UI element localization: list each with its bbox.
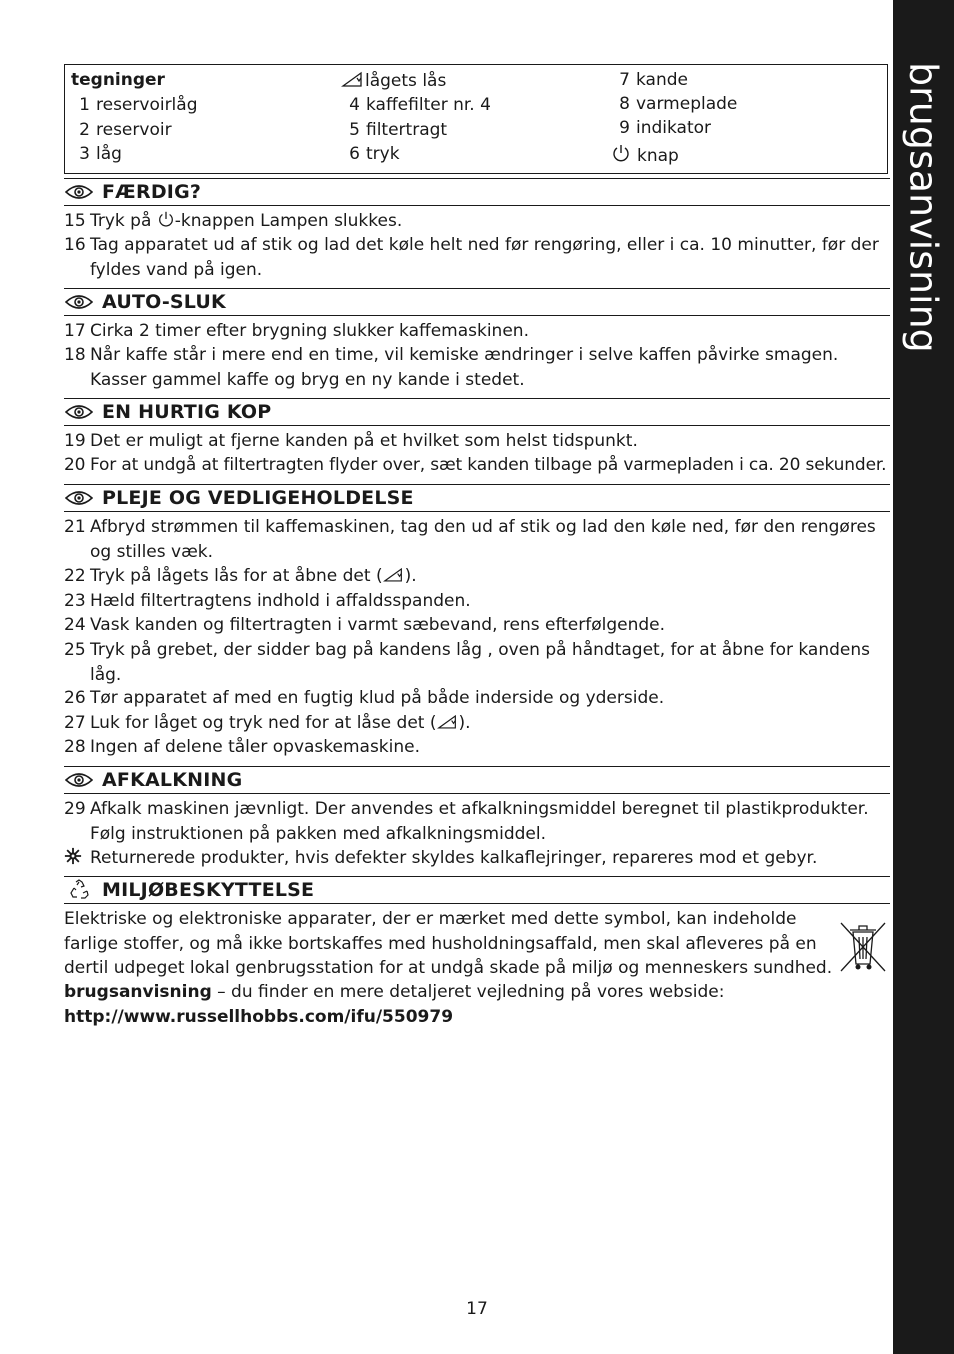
- section-title: MILJØBESKYTTELSE: [102, 879, 315, 901]
- eye-icon: [65, 184, 93, 200]
- star-icon: [64, 847, 82, 865]
- section-title: AUTO-SLUK: [102, 291, 226, 313]
- environment-paragraph: Elektriske og elektroniske apparater, der er mærket med dette symbol, kan indeholde farlige stoffer, og må ikke bortskaffes med husholdningsaffald, men skal afleveres på en dertil udpeget lokal genbrugsstation for at undgå skade på miljø og menneskers sundhed.: [64, 909, 833, 978]
- list-item: 20 For at undgå at filtertragten flyder over, sæt kanden tilbage på varmepladen i ca. 20 sekunder.: [64, 455, 887, 475]
- list-item: 17 Cirka 2 timer efter brygning slukker kaffemaskinen.: [64, 321, 529, 341]
- sidebar-label: brugsanvisning: [901, 62, 946, 353]
- lid-lock-icon: [437, 713, 459, 730]
- list-item: 24 Vask kanden og filtertragten i varmt sæbevand, rens efterfølgende.: [64, 615, 666, 635]
- list-item: 28 Ingen af delene tåler opvaskemaskine.: [64, 737, 421, 757]
- legend-item: lågets lås: [341, 70, 446, 91]
- legend-item: 7 kande: [619, 70, 688, 90]
- sidebar-label-wrap: [893, 62, 954, 362]
- eye-icon: [65, 404, 93, 420]
- list-item: 19 Det er muligt at fjerne kanden på et hvilket som helst tidspunkt.: [64, 431, 638, 451]
- list-item: 18 Når kaffe står i mere end en time, vil kemiske ændringer i selve kaffen påvirke smagen. Kasser gammel kaffe og bryg en ny kande i stedet.: [64, 345, 839, 390]
- section-header-hurtig: [64, 398, 890, 426]
- page-number: 17: [466, 1299, 488, 1319]
- eye-icon: [65, 294, 93, 310]
- legend-item: 8 varmeplade: [619, 94, 738, 114]
- section-header-miljo: [64, 876, 890, 904]
- list-item: 26 Tør apparatet af med en fugtig klud på både inderside og yderside.: [64, 688, 665, 708]
- legend-item: 3 låg: [79, 144, 122, 164]
- section-title: AFKALKNING: [102, 769, 243, 791]
- list-item: 27 Luk for låget og tryk ned for at låse det ( ).: [64, 713, 471, 733]
- section-header-pleje: [64, 484, 890, 512]
- lid-lock-icon: [341, 70, 365, 88]
- section-header-faerdig: [64, 178, 890, 206]
- list-item: 15 Tryk på -knappen Lampen slukkes.: [64, 211, 403, 231]
- manual-url-link[interactable]: http://www.russellhobbs.com/ifu/550979: [64, 1007, 454, 1027]
- legend-item: 4 kaffefilter nr. 4: [349, 95, 491, 115]
- list-item: 29 Afkalk maskinen jævnligt. Der anvendes et afkalkningsmiddel beregnet til plastikprodukter. Følg instruktionen på pakken med afkalkningsmiddel.: [64, 799, 869, 844]
- list-item: 23 Hæld filtertragtens indhold i affaldsspanden.: [64, 591, 471, 611]
- list-item: 16 Tag apparatet ud af stik og lad det køle helt ned før rengøring, eller i ca. 10 minutter, før der fyldes vand på igen.: [64, 235, 879, 280]
- list-item: 25 Tryk på grebet, der sidder bag på kandens låg , oven på håndtaget, for at åbne for kandens låg.: [64, 640, 871, 685]
- section-header-autosluk: [64, 288, 890, 316]
- section-title: EN HURTIG KOP: [102, 401, 272, 423]
- section-header-afkalkning: [64, 766, 890, 794]
- manual-note: brugsanvisning – du finder en mere detaljeret vejledning på vores webside:: [64, 982, 725, 1002]
- legend-box: [64, 64, 888, 174]
- recycle-icon: [68, 879, 90, 901]
- legend-item: 5 filtertragt: [349, 120, 448, 140]
- section-title: FÆRDIG?: [102, 181, 202, 203]
- crossed-bin-icon: [838, 920, 888, 974]
- list-item: 22 Tryk på lågets lås for at åbne det ( ).: [64, 566, 417, 586]
- legend-item: 1 reservoirlåg: [79, 95, 198, 115]
- legend-item: 2 reservoir: [79, 120, 172, 140]
- legend-item: 6 tryk: [349, 144, 400, 164]
- legend-item: knap: [611, 143, 679, 166]
- legend-title: tegninger: [71, 70, 165, 90]
- power-icon: [611, 143, 631, 163]
- list-item: Returnerede produkter, hvis defekter skyldes kalkaflejringer, repareres mod et gebyr.: [64, 846, 894, 871]
- list-item: 21 Afbryd strømmen til kaffemaskinen, tag den ud af stik og lad den køle ned, før den rengøres og stilles væk.: [64, 517, 876, 562]
- eye-icon: [65, 772, 93, 788]
- power-icon: [157, 210, 175, 228]
- legend-item: 9 indikator: [619, 118, 712, 138]
- lid-lock-icon: [383, 566, 405, 583]
- section-title: PLEJE OG VEDLIGEHOLDELSE: [102, 487, 414, 509]
- eye-icon: [65, 490, 93, 506]
